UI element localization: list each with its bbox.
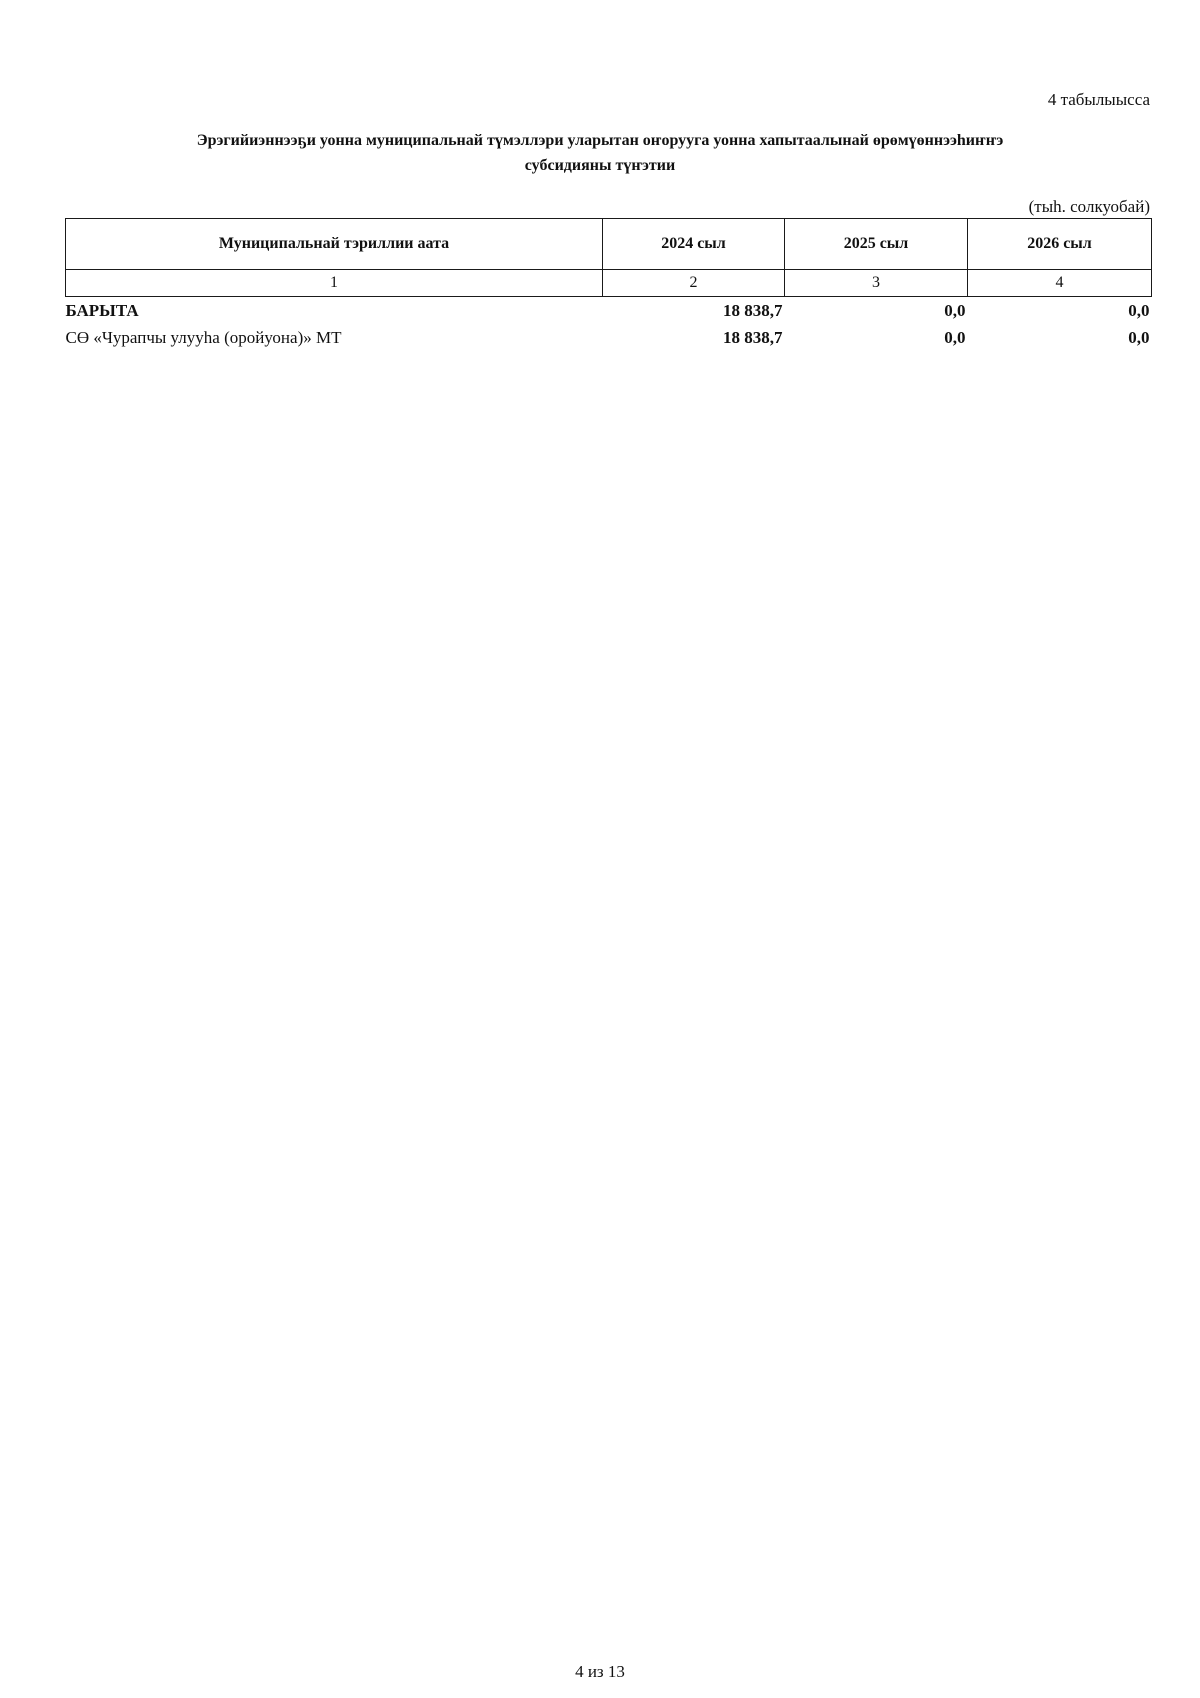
header-municipality-name: Муниципальнай тэриллии аата xyxy=(66,219,603,270)
header-year-2026: 2026 сыл xyxy=(968,219,1152,270)
table-row xyxy=(66,324,1152,351)
value-2024: 18 838,7 xyxy=(723,300,783,320)
row-name: БАРЫТА xyxy=(65,300,139,320)
column-number-row xyxy=(66,270,1152,297)
unit-note: (тыһ. солкуобай) xyxy=(1028,197,1150,216)
column-number-1: 1 xyxy=(66,270,603,297)
annex-label: 4 табылыысса xyxy=(1047,90,1150,109)
value-2026: 0,0 xyxy=(1128,327,1150,347)
column-number-2: 2 xyxy=(603,270,785,297)
subsidy-table xyxy=(65,218,1152,351)
page-number: 4 из 13 xyxy=(575,1662,625,1681)
value-2025: 0,0 xyxy=(944,300,966,320)
title-line-2: субсидияны түҥэтии xyxy=(524,157,676,174)
header-year-2024: 2024 сыл xyxy=(603,219,785,270)
title-line-1: Эрэгийиэннээҕи уонна муниципальнай түмэллэри уларытан оҥорууга уонна хапытаалынай өрөмүөннээһиҥҥэ xyxy=(196,132,1004,149)
column-number-4: 4 xyxy=(968,270,1152,297)
document-title xyxy=(70,128,1130,178)
value-2024: 18 838,7 xyxy=(723,327,783,347)
table-header-row xyxy=(66,219,1152,270)
row-name: СӨ «Чурапчы улууһа (оройуона)» МТ xyxy=(65,327,342,347)
value-2025: 0,0 xyxy=(944,327,966,347)
value-2026: 0,0 xyxy=(1128,300,1150,320)
column-number-3: 3 xyxy=(785,270,968,297)
table-row-total xyxy=(66,297,1152,325)
header-year-2025: 2025 сыл xyxy=(785,219,968,270)
